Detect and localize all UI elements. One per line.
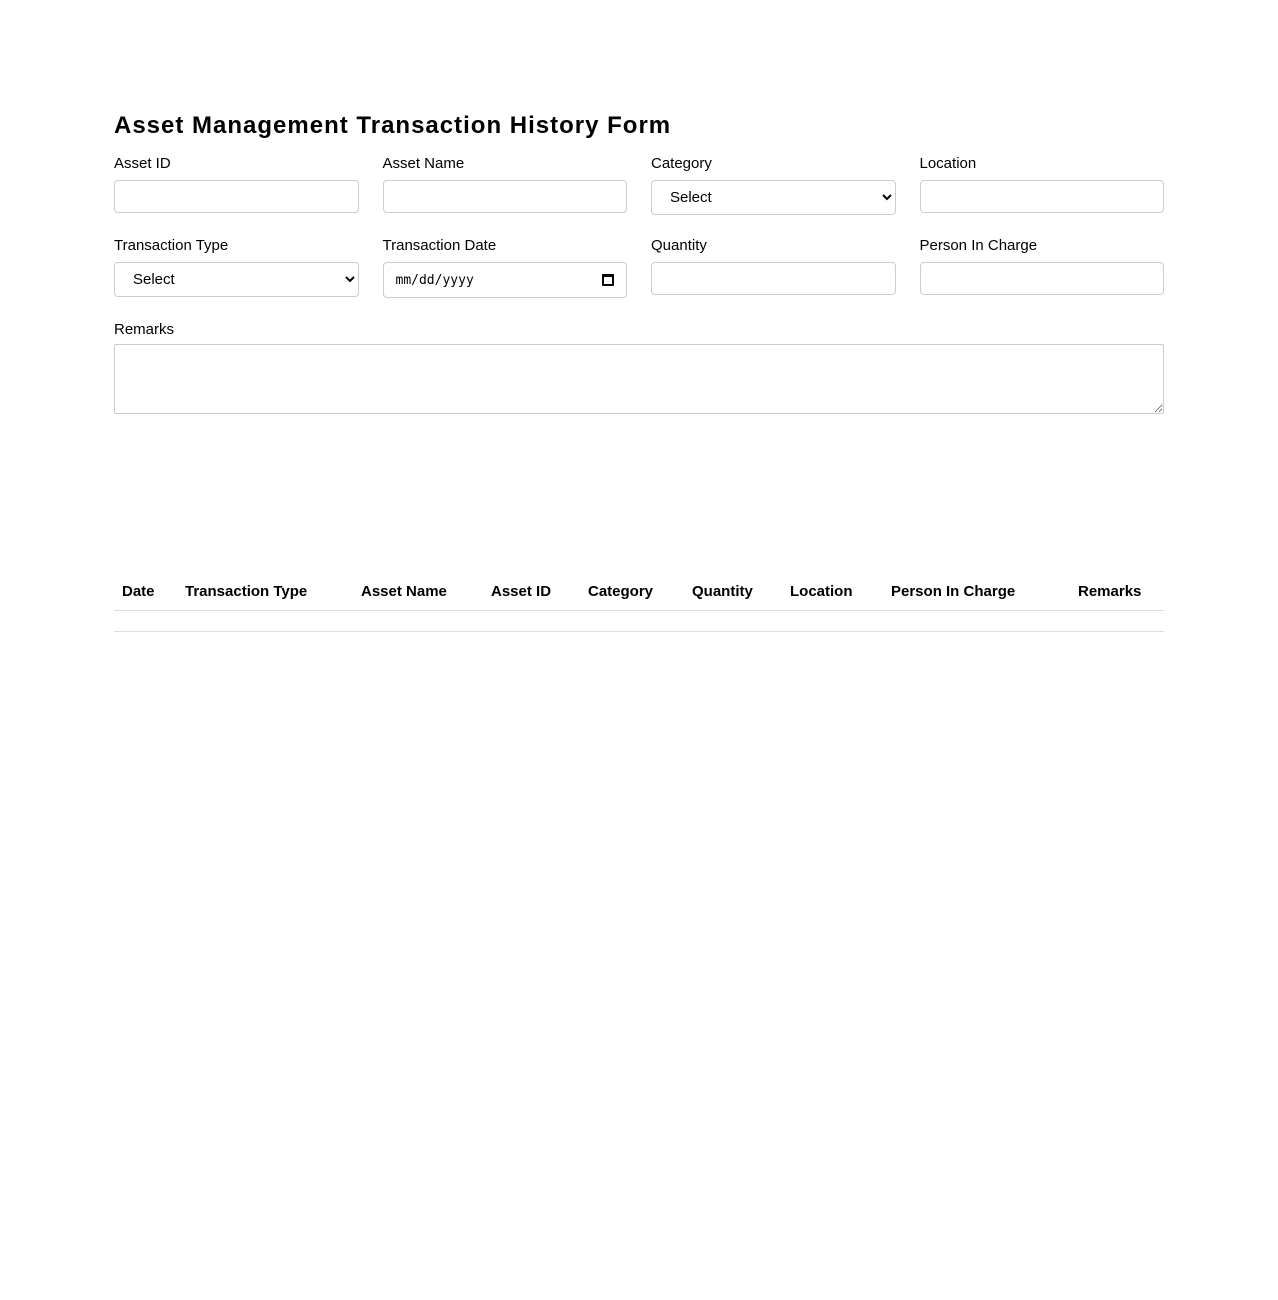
calendar-icon[interactable]: [602, 274, 614, 286]
header-date: Date: [114, 574, 177, 610]
category-field: [651, 154, 896, 215]
remarks-textarea[interactable]: [114, 344, 1164, 414]
header-person-in-charge: Person In Charge: [883, 574, 1062, 610]
asset-name-field: [383, 154, 628, 215]
transaction-type-field: [114, 236, 359, 298]
location-label: Location: [919, 155, 977, 172]
header-category: Category: [580, 574, 684, 610]
person-in-charge-input[interactable]: [920, 262, 1165, 295]
page-title: Asset Management Transaction History Form: [114, 112, 672, 139]
empty-cell: [114, 610, 1164, 631]
transaction-date-field: [383, 236, 628, 298]
form-row-2: [114, 236, 1164, 298]
person-in-charge-label: Person In Charge: [919, 237, 1038, 254]
header-quantity: Quantity: [684, 574, 782, 610]
transaction-date-label: Transaction Date: [382, 237, 497, 254]
quantity-input[interactable]: [651, 262, 896, 295]
header-remarks: Remarks: [1062, 574, 1164, 610]
form-row-1: [114, 154, 1164, 215]
date-placeholder: mm/dd/yyyy: [395, 272, 474, 288]
header-transaction-type: Transaction Type: [177, 574, 353, 610]
quantity-label: Quantity: [651, 237, 707, 254]
header-asset-name: Asset Name: [353, 574, 483, 610]
transaction-date-input[interactable]: [383, 262, 628, 298]
person-in-charge-field: [920, 236, 1165, 298]
remarks-label: Remarks: [114, 321, 175, 338]
transaction-type-select[interactable]: [114, 262, 359, 297]
table-header-row: [114, 574, 1164, 610]
asset-name-input[interactable]: [383, 180, 628, 213]
location-input[interactable]: [920, 180, 1165, 213]
table-row-empty: [114, 610, 1164, 631]
asset-name-label: Asset Name: [382, 155, 465, 172]
asset-id-input[interactable]: [114, 180, 359, 213]
location-field: [920, 154, 1165, 215]
category-select[interactable]: [651, 180, 896, 215]
category-label: Category: [651, 155, 712, 172]
transaction-history-table: [114, 574, 1164, 632]
asset-id-field: [114, 154, 359, 215]
header-asset-id: Asset ID: [483, 574, 580, 610]
quantity-field: [651, 236, 896, 298]
asset-id-label: Asset ID: [114, 155, 171, 172]
header-location: Location: [782, 574, 883, 610]
remarks-field: [114, 320, 1164, 419]
transaction-type-label: Transaction Type: [114, 237, 229, 254]
